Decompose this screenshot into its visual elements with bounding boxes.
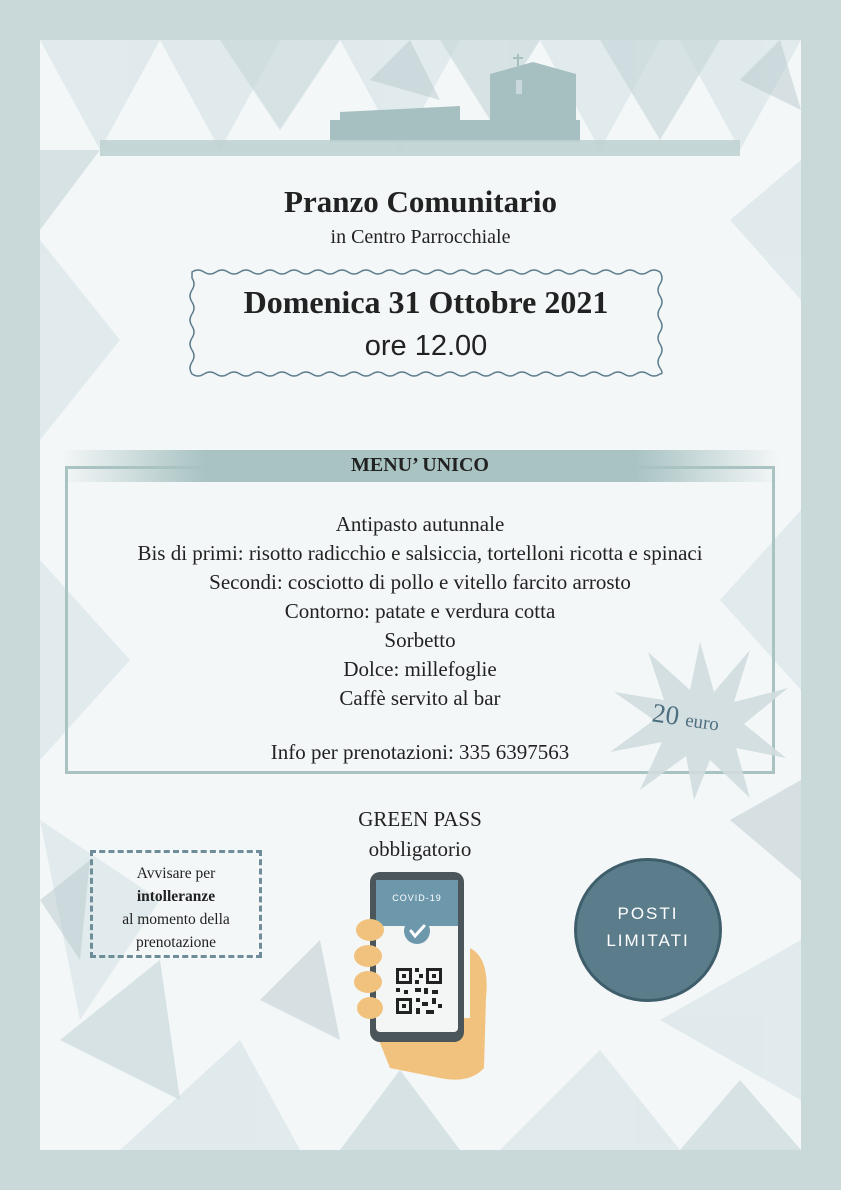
price-currency: euro (683, 710, 721, 736)
phone-covid-label: COVID-19 (392, 893, 442, 903)
menu-item: Caffè servito al bar (339, 686, 501, 710)
green-pass-title: GREEN PASS (358, 807, 482, 831)
booking-info: Info per prenotazioni: 335 6397563 (270, 740, 570, 764)
green-pass-subtitle: obbligatorio (368, 837, 472, 861)
menu-item: Dolce: millefoglie (343, 657, 497, 681)
flyer-page (40, 40, 801, 1150)
allergy-note (90, 850, 262, 958)
allergy-line: Avvisare per (136, 865, 216, 882)
menu-item: Contorno: patate e verdura cotta (284, 599, 556, 623)
menu-item: Antipasto autunnale (335, 512, 505, 536)
event-date: Domenica 31 Ottobre 2021 (243, 284, 609, 320)
allergy-line: al momento della (122, 911, 230, 928)
green-pass-notice (290, 804, 550, 864)
event-title: Pranzo Comunitario (284, 184, 557, 219)
badge-line: LIMITATI (606, 931, 690, 950)
badge-line: POSTI (617, 904, 679, 923)
limited-seats-text (574, 900, 722, 954)
menu-item: Secondi: cosciotto di pollo e vitello farcito arrosto (209, 570, 631, 594)
menu-item: Sorbetto (384, 628, 456, 652)
check-circle-icon (404, 918, 430, 944)
event-subtitle: in Centro Parrocchiale (330, 226, 511, 248)
smartphone-qr-icon (350, 868, 500, 1088)
allergy-emphasis: intolleranze (136, 888, 216, 905)
allergy-line: prenotazione (135, 934, 217, 951)
menu-item: Bis di primi: risotto radicchio e salsiccia, tortelloni ricotta e spinaci (137, 541, 703, 565)
event-time: ore 12.00 (364, 330, 488, 362)
price-amount: 20 (650, 697, 682, 731)
menu-title: MENU’ UNICO (351, 454, 489, 476)
